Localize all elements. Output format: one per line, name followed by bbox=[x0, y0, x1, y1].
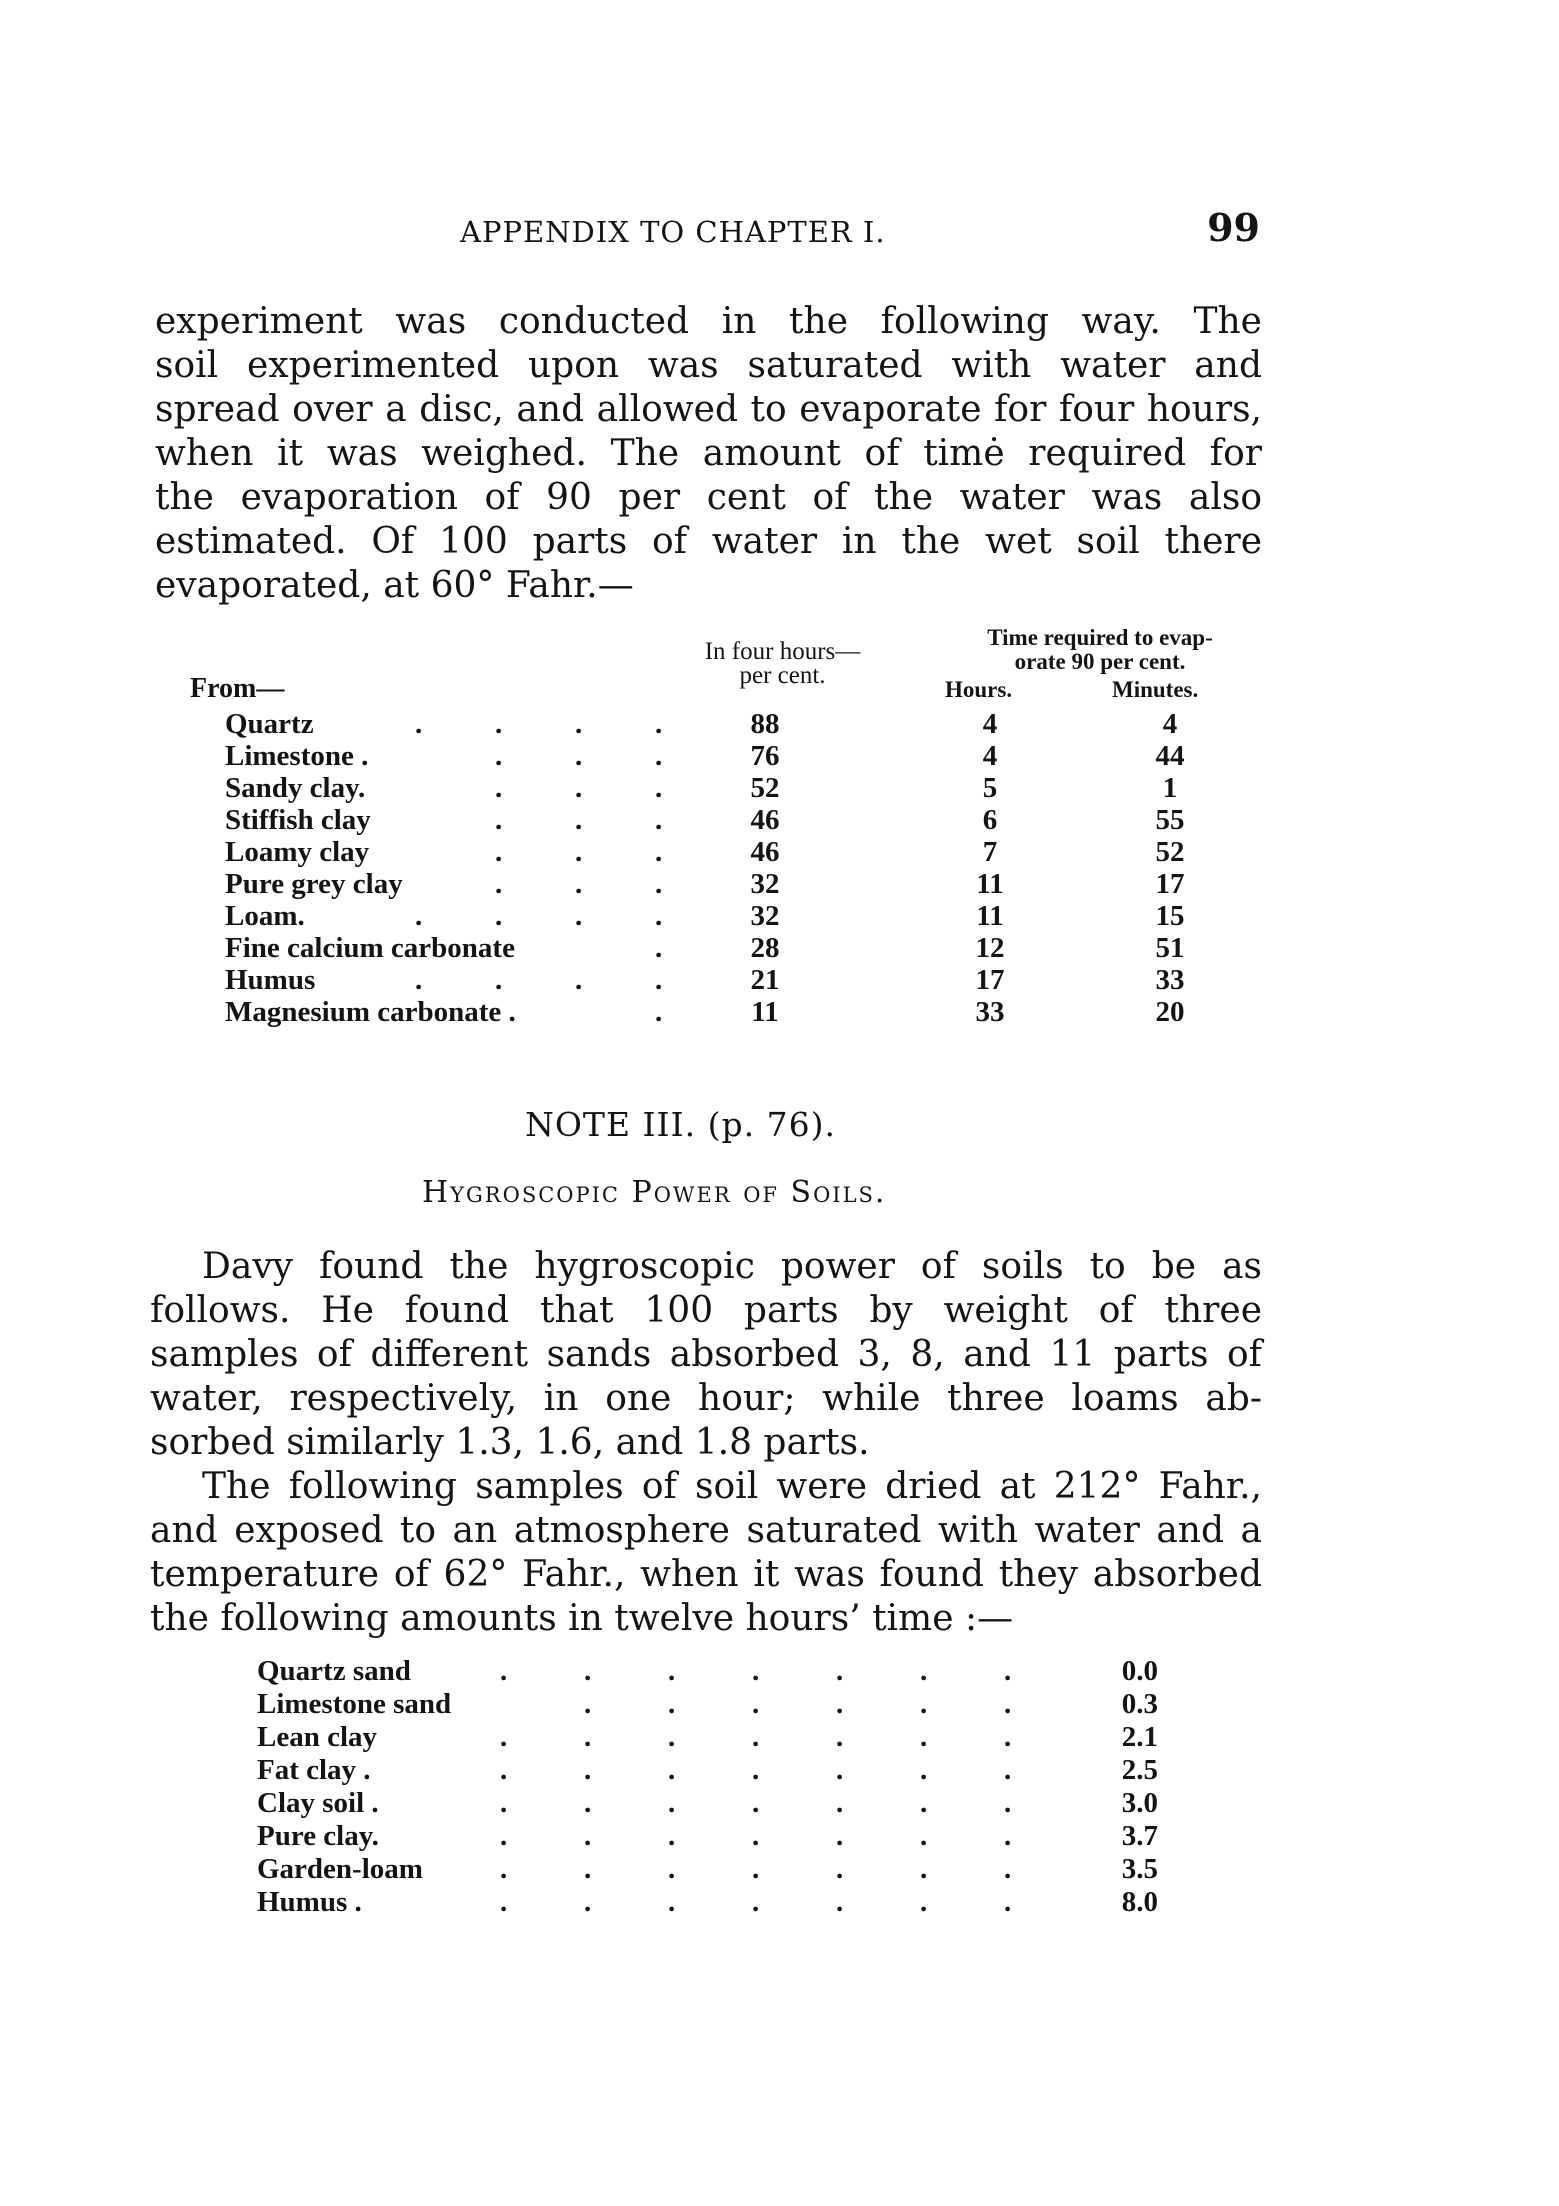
paragraph-davy bbox=[150, 1245, 1262, 1465]
leader-dot: . bbox=[752, 1688, 760, 1720]
table-row bbox=[0, 836, 1559, 868]
soil-name: Pure clay. bbox=[257, 1820, 379, 1852]
leader-dot: . bbox=[575, 708, 583, 740]
leader-dot: . bbox=[584, 1655, 592, 1687]
absorbed-value: 0.0 bbox=[1121, 1655, 1158, 1687]
leader-dot: . bbox=[495, 836, 503, 868]
table-row bbox=[0, 740, 1559, 772]
table-row bbox=[0, 900, 1559, 932]
column-header-time-required bbox=[930, 626, 1270, 674]
leader-dot: . bbox=[752, 1886, 760, 1918]
leader-dot: . bbox=[655, 964, 663, 996]
running-head: APPENDIX TO CHAPTER I. bbox=[460, 215, 886, 249]
leader-dot: . bbox=[584, 1787, 592, 1819]
leader-dot: . bbox=[752, 1721, 760, 1753]
note-title: NOTE III. (p. 76). bbox=[525, 1105, 836, 1144]
hours-value: 4 bbox=[982, 740, 998, 772]
minutes-value: 20 bbox=[1155, 996, 1185, 1028]
leader-dot: . bbox=[920, 1853, 928, 1885]
hours-value: 11 bbox=[976, 900, 1004, 932]
leader-dot: . bbox=[575, 740, 583, 772]
table-row bbox=[0, 804, 1559, 836]
text-line: water, respectively, in one hour; while three loams ab- bbox=[150, 1378, 1262, 1419]
hours-value: 6 bbox=[982, 804, 998, 836]
hours-value: 5 bbox=[982, 772, 998, 804]
leader-dot: . bbox=[500, 1754, 508, 1786]
leader-dot: . bbox=[836, 1655, 844, 1687]
leader-dot: . bbox=[1004, 1754, 1012, 1786]
leader-dot: . bbox=[575, 772, 583, 804]
leader-dot: . bbox=[500, 1820, 508, 1852]
leader-dot: . bbox=[655, 740, 663, 772]
text-line: experiment was conducted in the following way. The bbox=[155, 301, 1262, 342]
leader-dot: . bbox=[668, 1820, 676, 1852]
soil-name: Lean clay bbox=[257, 1721, 378, 1753]
soil-name: Sandy clay. bbox=[225, 772, 366, 804]
percent-value: 32 bbox=[750, 868, 780, 900]
leader-dot: . bbox=[500, 1853, 508, 1885]
leader-dot: . bbox=[752, 1820, 760, 1852]
table-row bbox=[0, 1853, 1559, 1886]
leader-dot: . bbox=[752, 1754, 760, 1786]
soil-name: Garden-loam bbox=[257, 1853, 423, 1885]
absorbed-value: 2.1 bbox=[1121, 1721, 1158, 1753]
column-header-line: In four hours— bbox=[704, 638, 861, 665]
leader-dot: . bbox=[920, 1721, 928, 1753]
minutes-value: 15 bbox=[1155, 900, 1185, 932]
leader-dot: . bbox=[584, 1688, 592, 1720]
text-line: evaporated, at 60° Fahr.— bbox=[155, 565, 634, 606]
leader-dot: . bbox=[920, 1688, 928, 1720]
minutes-value: 33 bbox=[1155, 964, 1185, 996]
leader-dot: . bbox=[920, 1655, 928, 1687]
leader-dot: . bbox=[920, 1886, 928, 1918]
table-row bbox=[0, 1721, 1559, 1754]
page-header bbox=[460, 205, 1260, 255]
percent-value: 76 bbox=[750, 740, 780, 772]
leader-dot: . bbox=[655, 900, 663, 932]
leader-dot: . bbox=[584, 1820, 592, 1852]
column-header-line: orate 90 per cent. bbox=[1014, 649, 1186, 674]
text-line: temperature of 62° Fahr., when it was found they absorbed bbox=[150, 1554, 1262, 1595]
text-line: The following samples of soil were dried at 212° Fahr., bbox=[202, 1466, 1262, 1507]
leader-dot: . bbox=[668, 1688, 676, 1720]
minutes-value: 1 bbox=[1162, 772, 1178, 804]
leader-dot: . bbox=[495, 868, 503, 900]
percent-value: 46 bbox=[750, 836, 780, 868]
leader-dot: . bbox=[655, 996, 663, 1028]
hours-value: 12 bbox=[975, 932, 1005, 964]
leader-dot: . bbox=[920, 1787, 928, 1819]
from-label: From— bbox=[190, 673, 285, 704]
soil-name: Fine calcium carbonate bbox=[225, 932, 515, 964]
leader-dot: . bbox=[584, 1754, 592, 1786]
leader-dot: . bbox=[668, 1886, 676, 1918]
table-row bbox=[0, 1820, 1559, 1853]
soil-name: Loamy clay bbox=[225, 836, 370, 868]
leader-dot: . bbox=[1004, 1787, 1012, 1819]
leader-dot: . bbox=[575, 804, 583, 836]
table-row bbox=[0, 1787, 1559, 1820]
leader-dot: . bbox=[584, 1853, 592, 1885]
leader-dot: . bbox=[655, 932, 663, 964]
leader-dot: . bbox=[836, 1820, 844, 1852]
leader-dot: . bbox=[500, 1886, 508, 1918]
leader-dot: . bbox=[836, 1853, 844, 1885]
absorbed-value: 2.5 bbox=[1121, 1754, 1158, 1786]
text-line: estimated. Of 100 parts of water in the wet soil there bbox=[155, 521, 1262, 562]
absorbed-value: 3.0 bbox=[1121, 1787, 1158, 1819]
text-line: Davy found the hygroscopic power of soils to be as bbox=[202, 1246, 1262, 1287]
soil-name: Humus . bbox=[257, 1886, 362, 1918]
percent-value: 28 bbox=[750, 932, 780, 964]
minutes-value: 44 bbox=[1155, 740, 1185, 772]
leader-dot: . bbox=[495, 804, 503, 836]
text-line: follows. He found that 100 parts by weight of three bbox=[150, 1290, 1262, 1331]
leader-dot: . bbox=[584, 1886, 592, 1918]
leader-dot: . bbox=[655, 772, 663, 804]
absorbed-value: 3.5 bbox=[1121, 1853, 1158, 1885]
hours-value: 17 bbox=[975, 964, 1005, 996]
text-line: the following amounts in twelve hours’ time :— bbox=[150, 1598, 1014, 1639]
text-line: the evaporation of 90 per cent of the water was also bbox=[155, 477, 1262, 518]
minutes-value: 17 bbox=[1155, 868, 1185, 900]
leader-dot: . bbox=[655, 836, 663, 868]
column-header-minutes: Minutes. bbox=[1112, 677, 1199, 702]
leader-dot: . bbox=[500, 1787, 508, 1819]
leader-dot: . bbox=[836, 1688, 844, 1720]
soil-name: Clay soil . bbox=[257, 1787, 379, 1819]
leader-dot: . bbox=[495, 740, 503, 772]
leader-dot: . bbox=[1004, 1886, 1012, 1918]
soil-name: Humus bbox=[225, 964, 316, 996]
column-header-line: per cent. bbox=[739, 662, 826, 689]
leader-dot: . bbox=[575, 836, 583, 868]
leader-dot: . bbox=[668, 1655, 676, 1687]
leader-dot: . bbox=[415, 964, 423, 996]
text-line: sorbed similarly 1.3, 1.6, and 1.8 parts. bbox=[150, 1422, 870, 1463]
table-row bbox=[0, 1886, 1559, 1919]
text-line: soil experimented upon was saturated with water and bbox=[155, 345, 1262, 386]
leader-dot: . bbox=[575, 900, 583, 932]
hours-value: 7 bbox=[982, 836, 998, 868]
leader-dot: . bbox=[920, 1754, 928, 1786]
leader-dot: . bbox=[1004, 1721, 1012, 1753]
leader-dot: . bbox=[752, 1787, 760, 1819]
leader-dot: . bbox=[495, 772, 503, 804]
text-line: when it was weighed. The amount of timė required for bbox=[155, 433, 1262, 474]
leader-dot: . bbox=[836, 1886, 844, 1918]
leader-dot: . bbox=[1004, 1688, 1012, 1720]
text-line: and exposed to an atmosphere saturated with water and a bbox=[150, 1510, 1262, 1551]
note-subtitle: Hygroscopic Power of Soils. bbox=[422, 1175, 887, 1210]
soil-name: Quartz sand bbox=[257, 1655, 411, 1687]
text-line: spread over a disc, and allowed to evaporate for four hours, bbox=[155, 389, 1262, 430]
table-row bbox=[0, 868, 1559, 900]
absorbed-value: 3.7 bbox=[1121, 1820, 1158, 1852]
leader-dot: . bbox=[575, 868, 583, 900]
table-row bbox=[0, 772, 1559, 804]
column-header-hours: Hours. bbox=[945, 677, 1013, 702]
percent-value: 52 bbox=[750, 772, 780, 804]
leader-dot: . bbox=[836, 1721, 844, 1753]
leader-dot: . bbox=[1004, 1853, 1012, 1885]
leader-dot: . bbox=[655, 708, 663, 740]
soil-name: Pure grey clay bbox=[225, 868, 403, 900]
percent-value: 88 bbox=[750, 708, 780, 740]
minutes-value: 55 bbox=[1155, 804, 1185, 836]
leader-dot: . bbox=[655, 868, 663, 900]
absorbed-value: 8.0 bbox=[1121, 1886, 1158, 1918]
leader-dot: . bbox=[836, 1787, 844, 1819]
absorbed-value: 0.3 bbox=[1121, 1688, 1158, 1720]
leader-dot: . bbox=[415, 708, 423, 740]
minutes-value: 52 bbox=[1155, 836, 1185, 868]
column-header-four-hours bbox=[660, 640, 905, 688]
leader-dot: . bbox=[500, 1721, 508, 1753]
leader-dot: . bbox=[752, 1853, 760, 1885]
table-row bbox=[0, 1655, 1559, 1688]
table-row bbox=[0, 1688, 1559, 1721]
table-row bbox=[0, 996, 1559, 1028]
hours-value: 11 bbox=[976, 868, 1004, 900]
page-number: 99 bbox=[1207, 205, 1260, 250]
table-row bbox=[0, 964, 1559, 996]
soil-name: Limestone sand bbox=[257, 1688, 452, 1720]
percent-value: 46 bbox=[750, 804, 780, 836]
hours-value: 33 bbox=[975, 996, 1005, 1028]
hours-value: 4 bbox=[982, 708, 998, 740]
leader-dot: . bbox=[668, 1853, 676, 1885]
soil-name: Stiffish clay bbox=[225, 804, 371, 836]
paragraph-samples bbox=[150, 1465, 1262, 1641]
minutes-value: 4 bbox=[1162, 708, 1178, 740]
leader-dot: . bbox=[668, 1787, 676, 1819]
leader-dot: . bbox=[495, 900, 503, 932]
leader-dot: . bbox=[584, 1721, 592, 1753]
table-row bbox=[0, 708, 1559, 740]
table-row bbox=[0, 1754, 1559, 1787]
text-line: samples of different sands absorbed 3, 8, and 11 parts of bbox=[150, 1334, 1262, 1375]
leader-dot: . bbox=[415, 900, 423, 932]
percent-value: 11 bbox=[751, 996, 779, 1028]
soil-name: Quartz bbox=[225, 708, 314, 740]
leader-dot: . bbox=[1004, 1820, 1012, 1852]
leader-dot: . bbox=[500, 1655, 508, 1687]
leader-dot: . bbox=[668, 1721, 676, 1753]
soil-name: Fat clay . bbox=[257, 1754, 371, 1786]
leader-dot: . bbox=[575, 964, 583, 996]
percent-value: 21 bbox=[750, 964, 780, 996]
soil-name: Loam. bbox=[225, 900, 305, 932]
minutes-value: 51 bbox=[1155, 932, 1185, 964]
leader-dot: . bbox=[655, 804, 663, 836]
paragraph-experiment bbox=[155, 300, 1262, 608]
leader-dot: . bbox=[495, 708, 503, 740]
table-row bbox=[0, 932, 1559, 964]
percent-value: 32 bbox=[750, 900, 780, 932]
leader-dot: . bbox=[920, 1820, 928, 1852]
leader-dot: . bbox=[752, 1655, 760, 1687]
leader-dot: . bbox=[668, 1754, 676, 1786]
column-header-line: Time required to evap- bbox=[987, 625, 1213, 650]
leader-dot: . bbox=[1004, 1655, 1012, 1687]
leader-dot: . bbox=[495, 964, 503, 996]
leader-dot: . bbox=[836, 1754, 844, 1786]
soil-name: Limestone . bbox=[225, 740, 369, 772]
soil-name: Magnesium carbonate . bbox=[225, 996, 516, 1028]
